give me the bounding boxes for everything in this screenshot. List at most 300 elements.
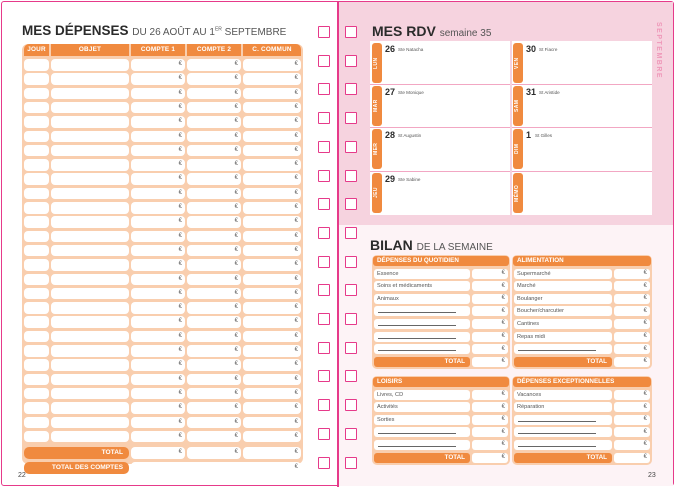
amount-cell[interactable] [131, 88, 185, 100]
amount-cell[interactable] [187, 73, 241, 85]
amount-cell[interactable] [614, 294, 650, 304]
object-cell[interactable] [51, 288, 129, 300]
summary-row[interactable] [374, 319, 470, 329]
amount-cell[interactable] [472, 269, 508, 279]
column-header: OBJET [51, 44, 129, 56]
amount-cell[interactable] [243, 316, 301, 328]
page-number-right: 23 [648, 472, 656, 479]
total-amount-cell[interactable] [472, 357, 508, 367]
ring-left [318, 83, 330, 95]
amount-cell[interactable] [614, 390, 650, 400]
day-number: 31 [526, 87, 537, 97]
summary-row[interactable] [514, 281, 612, 291]
object-cell[interactable] [51, 417, 129, 429]
amount-cell[interactable] [187, 102, 241, 114]
table-row [22, 417, 303, 429]
day-cell-mémo[interactable] [511, 171, 652, 214]
amount-cell[interactable] [187, 145, 241, 157]
write-line [378, 433, 456, 434]
amount-cell[interactable] [472, 319, 508, 329]
write-line [518, 446, 596, 447]
write-line [378, 446, 456, 447]
amount-cell[interactable] [131, 359, 185, 371]
summary-row[interactable] [374, 281, 470, 291]
amount-cell[interactable] [243, 131, 301, 143]
euro-sign: € [178, 118, 182, 125]
euro-sign: € [178, 404, 182, 411]
euro-sign: € [643, 428, 647, 435]
total-amount-cell[interactable] [614, 453, 650, 463]
amount-cell[interactable] [243, 231, 301, 243]
amount-cell[interactable] [472, 402, 508, 412]
amount-cell[interactable] [243, 88, 301, 100]
amount-cell[interactable] [243, 173, 301, 185]
day-cell[interactable] [24, 316, 49, 328]
amount-cell[interactable] [243, 216, 301, 228]
amount-cell[interactable] [187, 188, 241, 200]
amount-cell[interactable] [472, 306, 508, 316]
spine [337, 1, 339, 487]
table-row [22, 145, 303, 157]
object-cell[interactable] [51, 131, 129, 143]
day-tab-label: LUN [373, 56, 379, 69]
amount-cell[interactable] [131, 231, 185, 243]
euro-sign: € [501, 295, 505, 302]
day-cell[interactable] [24, 331, 49, 343]
amount-cell[interactable] [131, 102, 185, 114]
amount-cell[interactable] [131, 59, 185, 71]
amount-cell[interactable] [472, 440, 508, 450]
euro-sign: € [643, 307, 647, 314]
total-amount-cell[interactable] [472, 453, 508, 463]
object-cell[interactable] [51, 88, 129, 100]
amount-cell[interactable] [614, 269, 650, 279]
amount-cell[interactable] [131, 159, 185, 171]
day-cell[interactable] [24, 159, 49, 171]
write-line [378, 325, 456, 326]
amount-cell[interactable] [131, 288, 185, 300]
amount-cell[interactable] [243, 274, 301, 286]
summary-row[interactable] [514, 294, 612, 304]
object-cell[interactable] [51, 331, 129, 343]
euro-sign: € [294, 246, 298, 253]
euro-sign: € [294, 389, 298, 396]
object-cell[interactable] [51, 173, 129, 185]
euro-sign: € [234, 218, 238, 225]
write-line [378, 338, 456, 339]
amount-cell[interactable] [472, 281, 508, 291]
ring-right [345, 370, 357, 382]
euro-sign: € [643, 270, 647, 276]
amount-cell[interactable] [131, 402, 185, 414]
summary-row[interactable] [514, 402, 612, 412]
amount-cell[interactable] [131, 417, 185, 429]
euro-sign: € [294, 103, 298, 110]
object-cell[interactable] [51, 159, 129, 171]
euro-sign: € [643, 282, 647, 289]
amount-cell[interactable] [131, 131, 185, 143]
object-cell[interactable] [51, 59, 129, 71]
section-header: DÉPENSES EXCEPTIONNELLES [513, 377, 651, 387]
amount-cell[interactable] [187, 88, 241, 100]
euro-sign: € [234, 246, 238, 253]
day-cell[interactable] [24, 345, 49, 357]
rdv-title-bold: MES RDV [372, 23, 436, 39]
day-number: 28 [385, 130, 396, 140]
amount-cell[interactable] [131, 73, 185, 85]
total-amount-cell[interactable] [131, 447, 185, 459]
euro-sign: € [643, 403, 647, 410]
total-label: TOTAL [374, 453, 470, 463]
amount-cell[interactable] [472, 332, 508, 342]
table-row [22, 116, 303, 128]
row-label: Réparation [517, 404, 545, 411]
object-cell[interactable] [51, 388, 129, 400]
euro-sign: € [178, 289, 182, 296]
appointments-grid [370, 41, 652, 215]
summary-row[interactable] [374, 306, 470, 316]
ring-right [345, 227, 357, 239]
summary-row[interactable] [514, 269, 612, 279]
total-label: TOTAL [514, 453, 612, 463]
euro-sign: € [643, 391, 647, 397]
summary-row[interactable] [514, 390, 612, 400]
day-cell[interactable] [24, 131, 49, 143]
section-header: LOISIRS [373, 377, 509, 387]
euro-sign: € [234, 118, 238, 125]
amount-cell[interactable] [187, 131, 241, 143]
day-cell[interactable] [24, 231, 49, 243]
day-cell[interactable] [24, 188, 49, 200]
euro-sign: € [234, 103, 238, 110]
rdv-title [372, 23, 491, 39]
amount-cell[interactable] [187, 173, 241, 185]
amount-cell[interactable] [131, 345, 185, 357]
object-cell[interactable] [51, 302, 129, 314]
object-cell[interactable] [51, 231, 129, 243]
column-header: C. COMMUN [243, 44, 301, 56]
total-amount-cell[interactable] [614, 357, 650, 367]
amount-cell[interactable] [131, 216, 185, 228]
amount-cell[interactable] [187, 202, 241, 214]
euro-sign: € [234, 275, 238, 282]
amount-cell[interactable] [187, 302, 241, 314]
amount-cell[interactable] [614, 415, 650, 425]
amount-cell[interactable] [187, 231, 241, 243]
summary-row[interactable] [374, 427, 470, 437]
bilan-title [370, 237, 493, 253]
summary-row[interactable] [514, 319, 612, 329]
day-cell[interactable] [24, 216, 49, 228]
object-cell[interactable] [51, 316, 129, 328]
amount-cell[interactable] [614, 306, 650, 316]
object-cell[interactable] [51, 402, 129, 414]
day-cell[interactable] [24, 116, 49, 128]
object-cell[interactable] [51, 202, 129, 214]
row-label: Soins et médicaments [377, 283, 433, 290]
amount-cell[interactable] [243, 116, 301, 128]
summary-row[interactable] [374, 402, 470, 412]
amount-cell[interactable] [614, 427, 650, 437]
amount-cell[interactable] [187, 259, 241, 271]
summary-row[interactable] [514, 415, 612, 425]
ring-left [318, 428, 330, 440]
amount-cell[interactable] [243, 331, 301, 343]
day-cell-dim[interactable] [511, 127, 652, 170]
day-cell[interactable] [24, 73, 49, 85]
amount-cell[interactable] [243, 359, 301, 371]
euro-sign: € [294, 404, 298, 411]
euro-sign: € [294, 318, 298, 325]
euro-sign: € [294, 61, 298, 67]
amount-cell[interactable] [243, 202, 301, 214]
amount-cell[interactable] [131, 116, 185, 128]
amount-cell[interactable] [187, 274, 241, 286]
row-label: Repas midi [517, 333, 545, 340]
day-cell[interactable] [24, 145, 49, 157]
object-cell[interactable] [51, 345, 129, 357]
amount-cell[interactable] [472, 344, 508, 354]
object-cell[interactable] [51, 274, 129, 286]
euro-sign: € [178, 218, 182, 225]
day-cell[interactable] [24, 417, 49, 429]
euro-sign: € [234, 375, 238, 382]
object-cell[interactable] [51, 116, 129, 128]
summary-row[interactable] [514, 332, 612, 342]
amount-cell[interactable] [243, 259, 301, 271]
amount-cell[interactable] [131, 431, 185, 443]
day-cell-lun[interactable] [370, 41, 511, 84]
euro-sign: € [294, 232, 298, 239]
total-amount-cell[interactable] [187, 447, 241, 459]
day-cell[interactable] [24, 173, 49, 185]
day-cell[interactable] [24, 259, 49, 271]
amount-cell[interactable] [131, 331, 185, 343]
amount-cell[interactable] [131, 388, 185, 400]
day-tab [513, 86, 523, 126]
euro-sign: € [294, 275, 298, 282]
euro-sign: € [501, 391, 505, 397]
day-cell[interactable] [24, 88, 49, 100]
summary-row[interactable] [514, 306, 612, 316]
total-amount-cell[interactable] [243, 447, 301, 459]
ring-right [345, 399, 357, 411]
amount-cell[interactable] [243, 417, 301, 429]
ring-left [318, 227, 330, 239]
amount-cell[interactable] [243, 145, 301, 157]
amount-cell[interactable] [131, 145, 185, 157]
amount-cell[interactable] [187, 359, 241, 371]
section-quotidien [372, 255, 510, 369]
table-row [22, 259, 303, 271]
object-cell[interactable] [51, 431, 129, 443]
day-cell[interactable] [24, 245, 49, 257]
object-cell[interactable] [51, 359, 129, 371]
euro-sign: € [501, 416, 505, 423]
day-cell-mer[interactable] [370, 127, 511, 170]
amount-cell[interactable] [131, 302, 185, 314]
object-cell[interactable] [51, 73, 129, 85]
amount-cell[interactable] [243, 59, 301, 71]
amount-cell[interactable] [243, 73, 301, 85]
euro-sign: € [234, 318, 238, 325]
amount-cell[interactable] [243, 288, 301, 300]
amount-cell[interactable] [243, 388, 301, 400]
object-cell[interactable] [51, 216, 129, 228]
write-line [378, 350, 456, 351]
ring-left [318, 342, 330, 354]
amount-cell[interactable] [187, 288, 241, 300]
amount-cell[interactable] [614, 402, 650, 412]
bilan-title-bold: BILAN [370, 237, 413, 253]
day-cell-jeu[interactable] [370, 171, 511, 214]
amount-cell[interactable] [614, 332, 650, 342]
amount-cell[interactable] [131, 274, 185, 286]
amount-cell[interactable] [131, 188, 185, 200]
day-cell-sam[interactable] [511, 84, 652, 127]
object-cell[interactable] [51, 188, 129, 200]
day-cell[interactable] [24, 374, 49, 386]
euro-sign: € [234, 289, 238, 296]
amount-cell[interactable] [187, 431, 241, 443]
amount-cell[interactable] [472, 415, 508, 425]
euro-sign: € [234, 132, 238, 139]
summary-row[interactable] [374, 390, 470, 400]
object-cell[interactable] [51, 102, 129, 114]
day-number: 1 [526, 130, 532, 140]
side-month: SEPTEMBRE [655, 22, 662, 80]
euro-sign: € [501, 282, 505, 289]
ring-right [345, 112, 357, 124]
summary-row[interactable] [374, 415, 470, 425]
euro-sign: € [294, 132, 298, 139]
total-label: TOTAL [24, 447, 129, 459]
ring-left [318, 55, 330, 67]
summary-row[interactable] [374, 269, 470, 279]
euro-sign: € [234, 332, 238, 339]
day-cell[interactable] [24, 402, 49, 414]
object-cell[interactable] [51, 259, 129, 271]
amount-cell[interactable] [187, 216, 241, 228]
column-separator [510, 41, 512, 215]
amount-cell[interactable] [243, 431, 301, 443]
amount-cell[interactable] [187, 345, 241, 357]
table-row [22, 302, 303, 314]
day-cell[interactable] [24, 274, 49, 286]
euro-sign: € [294, 449, 298, 456]
amount-cell[interactable] [614, 344, 650, 354]
amount-cell[interactable] [131, 316, 185, 328]
amount-cell[interactable] [243, 102, 301, 114]
euro-sign: € [501, 428, 505, 435]
day-cell[interactable] [24, 388, 49, 400]
amount-cell[interactable] [131, 245, 185, 257]
ring-right [345, 342, 357, 354]
amount-cell[interactable] [243, 188, 301, 200]
euro-sign: € [501, 403, 505, 410]
table-row [22, 173, 303, 185]
amount-cell[interactable] [187, 316, 241, 328]
day-cell-ven[interactable] [511, 41, 652, 84]
day-cell[interactable] [24, 202, 49, 214]
amount-cell[interactable] [187, 331, 241, 343]
day-cell[interactable] [24, 102, 49, 114]
saint-name: Ste Natacha [398, 46, 424, 52]
amount-cell[interactable] [243, 402, 301, 414]
day-cell[interactable] [24, 288, 49, 300]
amount-cell[interactable] [472, 390, 508, 400]
day-tab-label: MÉMO [514, 183, 520, 202]
amount-cell[interactable] [614, 281, 650, 291]
summary-row[interactable] [374, 344, 470, 354]
amount-cell[interactable] [243, 345, 301, 357]
amount-cell[interactable] [472, 427, 508, 437]
saint-name: Ste Sabine [398, 176, 421, 182]
page-number-left: 22 [18, 472, 26, 479]
day-cell[interactable] [24, 302, 49, 314]
day-cell[interactable] [24, 59, 49, 71]
object-cell[interactable] [51, 245, 129, 257]
summary-row[interactable] [514, 344, 612, 354]
euro-sign: € [234, 175, 238, 182]
amount-cell[interactable] [187, 59, 241, 71]
euro-sign: € [501, 345, 505, 352]
section-header: ALIMENTATION [513, 256, 651, 266]
expenses-title-sup: ER [214, 26, 222, 33]
amount-cell[interactable] [187, 374, 241, 386]
amount-cell[interactable] [187, 402, 241, 414]
amount-cell[interactable] [614, 440, 650, 450]
amount-cell[interactable] [187, 388, 241, 400]
total-accounts-cell[interactable] [131, 462, 301, 474]
object-cell[interactable] [51, 374, 129, 386]
day-tab-label: DIM [514, 143, 520, 154]
euro-sign: € [234, 449, 238, 456]
amount-cell[interactable] [131, 202, 185, 214]
amount-cell[interactable] [614, 319, 650, 329]
amount-cell[interactable] [472, 294, 508, 304]
object-cell[interactable] [51, 145, 129, 157]
day-cell[interactable] [24, 431, 49, 443]
amount-cell[interactable] [243, 302, 301, 314]
table-row [22, 331, 303, 343]
write-line [518, 433, 596, 434]
summary-row[interactable] [514, 440, 612, 450]
euro-sign: € [294, 89, 298, 96]
summary-row[interactable] [374, 440, 470, 450]
day-cell[interactable] [24, 359, 49, 371]
amount-cell[interactable] [131, 259, 185, 271]
amount-cell[interactable] [187, 116, 241, 128]
amount-cell[interactable] [187, 159, 241, 171]
euro-sign: € [178, 389, 182, 396]
euro-sign: € [234, 432, 238, 439]
amount-cell[interactable] [131, 374, 185, 386]
euro-sign: € [178, 361, 182, 368]
summary-row[interactable] [514, 427, 612, 437]
summary-row[interactable] [374, 294, 470, 304]
amount-cell[interactable] [243, 245, 301, 257]
amount-cell[interactable] [243, 374, 301, 386]
amount-cell[interactable] [187, 245, 241, 257]
amount-cell[interactable] [243, 159, 301, 171]
summary-row[interactable] [374, 332, 470, 342]
amount-cell[interactable] [187, 417, 241, 429]
table-row [22, 202, 303, 214]
ring-left [318, 112, 330, 124]
day-cell-mar[interactable] [370, 84, 511, 127]
amount-cell[interactable] [131, 173, 185, 185]
